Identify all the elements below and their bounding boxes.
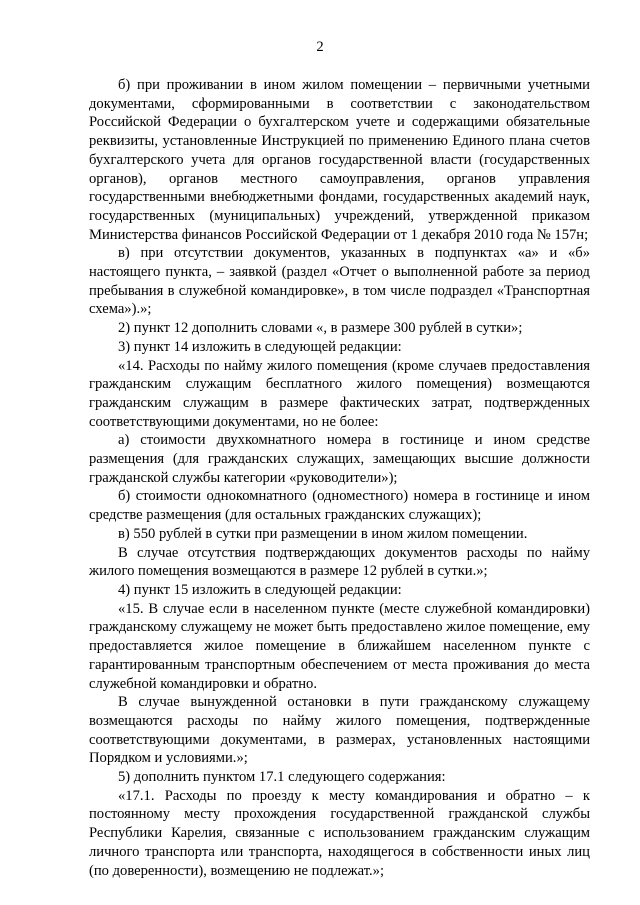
paragraph-clause-14-a: а) стоимости двухкомнатного номера в гостинице и ином средстве размещения (для гражданских служащих, замещающих высшие должности гражданской службы категории «руководители»); <box>89 432 590 486</box>
paragraph-clause-15: «15. В случае если в населенном пункте (месте служебной командировки) гражданскому служащему не может быть предоставлено жилое помещение, ему предоставляется жилое помещение в ближайшем населенном пункте с гарантированным транспортным обеспечением от места проживания до места служебной командировки и обратно. <box>89 600 590 692</box>
paragraph-clause-17-1: «17.1. Расходы по проезду к месту командирования и обратно – к постоянному месту прохождения государственной гражданской службы Республики Карелия, связанные с использованием гражданским служащим личного транспорта или транспорта, находящегося в собственности иных лиц (по доверенности), возмещению не подлежат.»; <box>89 787 590 879</box>
paragraph-sub-b-housing: б) при проживании в ином жилом помещении – первичными учетными документами, сформированными в соответствии с законодательством Российской Федерации о бухгалтерском учете и содержащими обязательные реквизиты, установленные Инструкцией по применению Единого плана счетов бухгалтерского учета для органов государственной власти (государственных органов), органов местного самоуправления, органов управления государственными внебюджетными фондами, государственных академий наук, государственных (муниципальных) учреждений, утвержденной приказом Министерства финансов Российской Федерации от 1 декабря 2010 года № 157н; <box>89 77 590 243</box>
paragraph-item-3: 3) пункт 14 изложить в следующей редакции: <box>118 338 402 355</box>
paragraph-clause-14: «14. Расходы по найму жилого помещения (кроме случаев предоставления гражданским служащим бесплатного жилого помещения) возмещаются гражданским служащим в размере фактических затрат, подтвержденных соответствующими документами, но не более: <box>89 357 590 430</box>
paragraph-clause-15-forced-stop: В случае вынужденной остановки в пути гражданскому служащему возмещаются расходы по найму жилого помещения, подтвержденные соответствующими документами, в размерах, установленных настоящими Порядком и условиями.»; <box>89 694 590 767</box>
page-number: 2 <box>316 39 324 55</box>
paragraph-clause-14-v: в) 550 рублей в сутки при размещении в ином жилом помещении. <box>118 525 528 542</box>
paragraph-item-2: 2) пункт 12 дополнить словами «, в размере 300 рублей в сутки»; <box>118 320 523 337</box>
paragraph-clause-14-b: б) стоимости однокомнатного (одноместного) номера в гостинице и ином средстве размещения (для остальных гражданских служащих); <box>89 488 590 524</box>
document-body <box>89 76 590 880</box>
paragraph-item-4: 4) пункт 15 изложить в следующей редакции: <box>118 581 402 598</box>
paragraph-sub-v-no-documents: в) при отсутствии документов, указанных в подпунктах «а» и «б» настоящего пункта, – заявкой (раздел «Отчет о выполненной работе за период пребывания в служебной командировке», в том числе подраздел «Транспортная схема»).»; <box>89 245 590 318</box>
paragraph-item-5: 5) дополнить пунктом 17.1 следующего содержания: <box>118 769 446 786</box>
paragraph-clause-14-no-docs: В случае отсутствия подтверждающих документов расходы по найму жилого помещения возмещаются в размере 12 рублей в сутки.»; <box>89 544 590 580</box>
